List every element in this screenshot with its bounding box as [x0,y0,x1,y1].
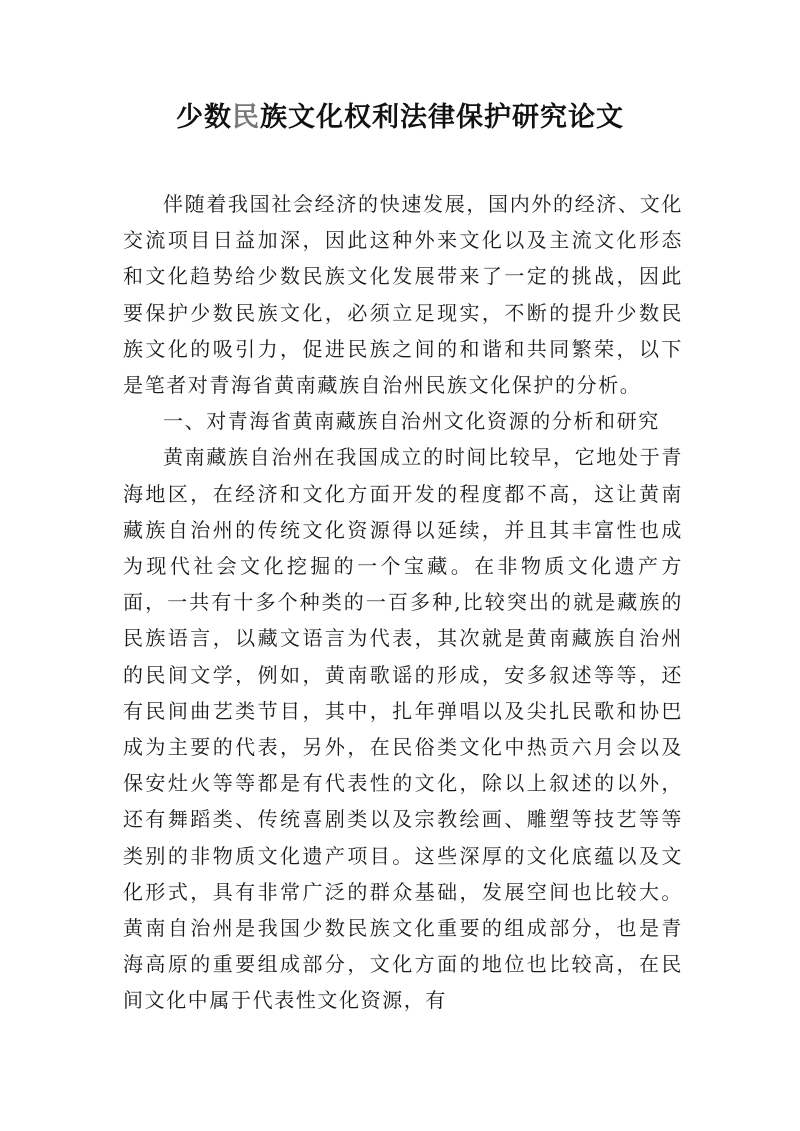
paragraph-section-1: 黄南藏族自治州在我国成立的时间比较早，它地处于青海地区，在经济和文化方面开发的程度都不高，这让黄南藏族自治州的传统文化资源得以延续，并且其丰富性也成为现代社会文化挖掘的一个宝藏。在非物质文化遗产方面，一共有十多个种类的一百多种,比较突出的就是藏族的民族语言，以藏文语言为代表，其次就是黄南藏族自治州的民间文学，例如，黄南歌谣的形成，安多叙述等等，还有民间曲艺类节目，其中，扎年弹唱以及尖扎民歌和协巴成为主要的代表，另外，在民俗类文化中热贡六月会以及保安灶火等等都是有代表性的文化，除以上叙述的以外，还有舞蹈类、传统喜剧类以及宗教绘画、雕塑等技艺等等类别的非物质文化遗产项目。这些深厚的文化底蕴以及文化形式，具有非常广泛的群众基础，发展空间也比较大。黄南自治州是我国少数民族文化重要的组成部分，也是青海高原的重要组成部分，文化方面的地位也比较高，在民间文化中属于代表性文化资源，有 [123,445,683,1013]
title-part-2: 民 [232,102,260,133]
title-part-3: 族文化权利法律保护研究论文 [260,102,624,133]
page-title [0,98,800,138]
document-body [123,186,683,1019]
paragraph-intro: 伴随着我国社会经济的快速发展，国内外的经济、文化交流项目日益加深，因此这种外来文化以及主流文化形态和文化趋势给少数民族文化发展带来了一定的挑战，因此要保护少数民族文化，必须立足现实，不断的提升少数民族文化的吸引力，促进民族之间的和谐和共同繁荣，以下是笔者对青海省黄南藏族自治州民族文化保护的分析。 [123,192,683,398]
title-part-1: 少数 [176,102,232,133]
section-heading-1: 一、对青海省黄南藏族自治州文化资源的分析和研究 [163,409,660,434]
